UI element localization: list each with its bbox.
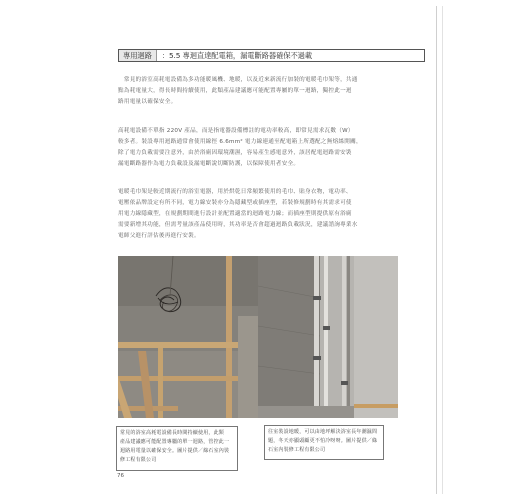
paragraph-line: 電壓依品牌設定有所不同，電力線安裝亦分為隱藏型或插座型，若裝修規劃時有其需求可使 <box>118 200 352 206</box>
paragraph-line: 漏電斷路器作為電力負載設及漏電斷說切斷防護，以保障使用者安全。 <box>118 161 300 167</box>
caption-line: 產品建議應可能配置專屬的單一迴路，管控此一 <box>120 439 230 445</box>
paragraph-line: 電師父進行評估後再進行安裝。 <box>118 233 200 239</box>
paragraph-3 <box>118 187 416 242</box>
book-spine-line <box>436 6 437 494</box>
paragraph-line: 路用電量以確保安全。 <box>118 99 177 105</box>
paragraph-line: 電暖毛巾架是較近期流行的浴室電器，用於烘乾日常頻繁使用的毛巾、貼身衣物，電功率、 <box>118 189 352 195</box>
paragraph-2 <box>118 126 416 170</box>
caption-line: 修工程有限公司 <box>120 457 157 463</box>
wall-conduit-photo <box>258 256 398 418</box>
paragraph-1 <box>118 75 416 108</box>
caption-line: 常見的浴室高耗電設備長時間持續使用，此類 <box>120 430 225 436</box>
section-heading <box>118 49 425 62</box>
paragraph-line: 常見的浴室高耗電設備為多功能暖風機、地暖，以及近來新流行加裝的電暖毛巾架等，共通 <box>118 77 358 83</box>
caption-left <box>116 426 238 471</box>
ceiling-wiring-photo <box>118 256 258 418</box>
paragraph-line: 用電力線隱藏型，在規劃期間進行設計並配置適當的迴路電力線；而插座型則提供原有浴廁 <box>118 211 352 217</box>
paragraph-line: 較多者。裝設專用迴路通常會使用線徑 6.6mm² 電力線連通至配電箱上所選配之無熔絲開關， <box>118 139 362 145</box>
caption-line: 石室內裝修工程有限公司 <box>268 447 326 453</box>
caption-line: 題，冬天亦顯頭顧更不怕冷呀呀。圖片提供／綠 <box>268 438 378 444</box>
caption-line: 迴路用電量以確保安全。圖片提供／綠石室內裝 <box>120 448 230 454</box>
book-spine-line-secondary <box>442 6 443 494</box>
page-number: 76 <box>117 473 124 479</box>
paragraph-line: 點為耗電量大，得長時間持續使用，此類產品建議應可能配置專屬的單一迴路，獨控此一迴 <box>118 88 352 94</box>
paragraph-line: 高耗電設備不單指 220V 產品，而是指電器設備標註的電功率較高，即常見需求瓦數（W） <box>118 128 354 134</box>
paragraph-line: 除了電力負載需要注意外，由於浴廁因環境潮濕，容易產生感電意外，該居配電迴路需安裝 <box>118 150 352 156</box>
section-tag: 專用迴路 <box>119 50 157 61</box>
caption-right <box>264 425 384 460</box>
paragraph-line: 需要新增其功能，但需考量該產品使用時，其功率是否會超過迴路負載狀況，建議諮詢專業水 <box>118 222 358 228</box>
caption-line: 往室裝設地暖，可以由地坪解決浴室長年潮濕問 <box>268 429 378 435</box>
section-title: ：5.5 專迴直達配電箱，漏電斷路器確保不過載 <box>161 50 313 60</box>
